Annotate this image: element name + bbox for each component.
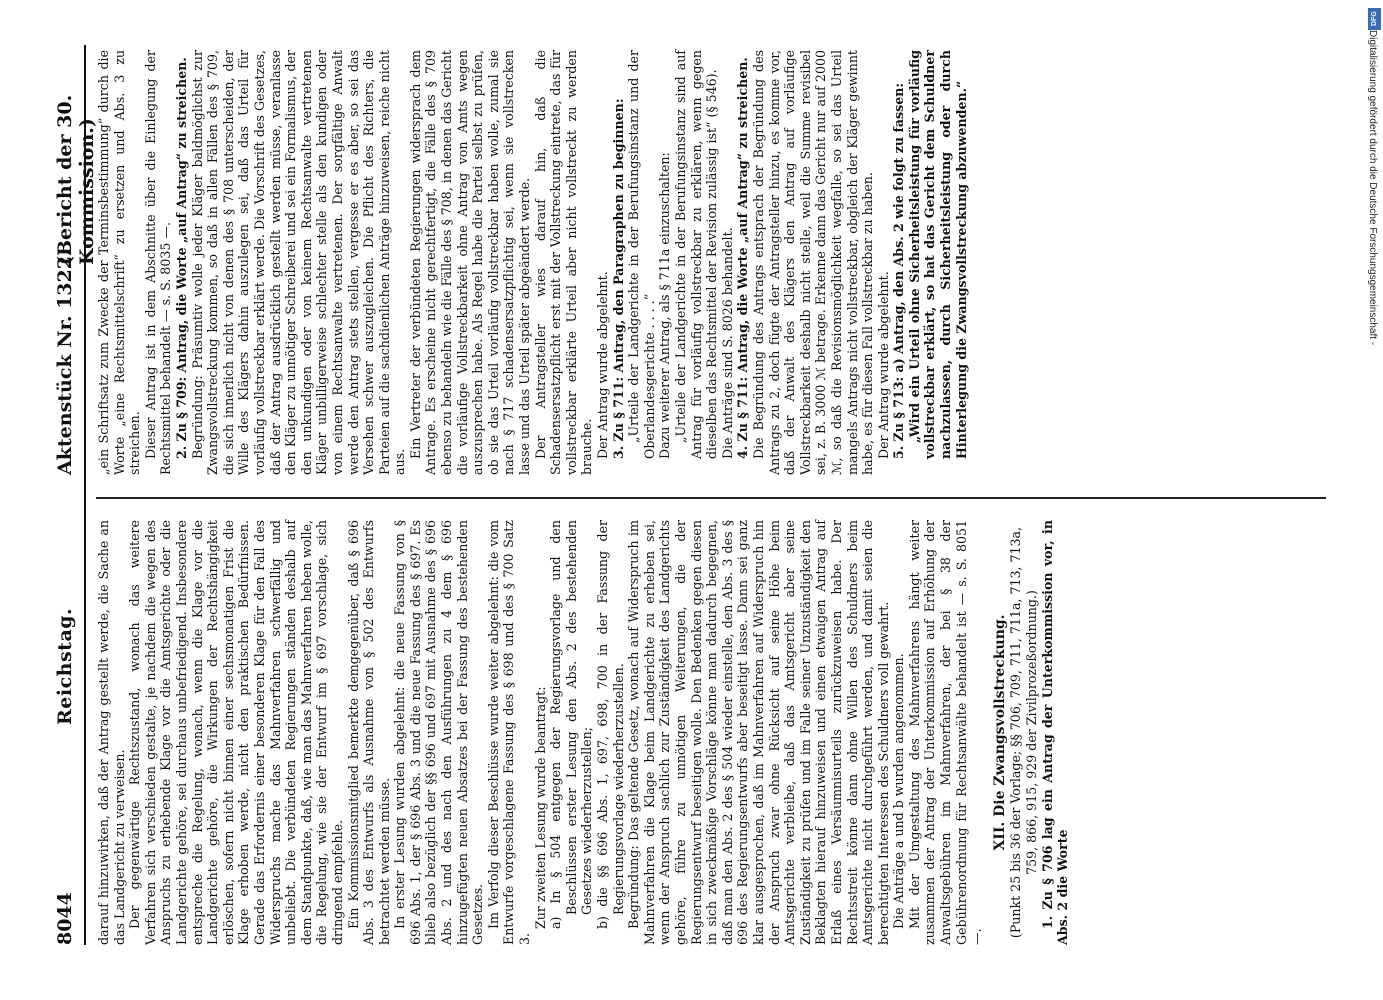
header-section: Reichstag. <box>54 607 76 725</box>
paragraph: Der Antrag wurde abgelehnt. <box>875 271 891 459</box>
left-column <box>96 520 1071 945</box>
section-subheading: (Punkt 25 bis 36 der Vorlage; §§ 706, 709, 711, 711a, 713, 713a, 759, 866, 915, 929 der Zivilprozeßordnung.) <box>1008 526 1040 939</box>
section-heading: XII. Die Zwangsvollstreckung. <box>991 614 1008 851</box>
paragraph: Die Anträge sind S. 8026 behandelt. <box>719 227 735 459</box>
paragraph: Der gegenwärtige Rechtszustand, wonach das weitere Verfahren sich verschieden gestalte, je nachdem die wegen des Anspruchs zu erhebende Klage vor die Amtsgerichte oder die Landgerichte gehöre, sei durchaus unbefriedigend. Insbesondere entspreche die Regelung, wonach, wenn die Klage vor die Landgerichte gehöre, die Wirkungen der Rechtshängigkeit erlöschen, sofern nicht binnen einer sechsmonatigen Frist die Klage erhoben werde, nicht den praktischen Bedürfnissen. Gerade das Erfordernis einer besonderen Klage für den Fall des Widerspruchs mache das Mahnverfahren schwerfällig und unbeliebt. Die verbündeten Regierungen ständen deshalb auf dem Standpunkte, daß, wie man das Mahnverfahren heben wolle, die Regelung, wie sie der Entwurf im § 697 vorschlage, sich dringend empfehle. <box>127 520 345 945</box>
paragraph: Begründung: Das geltende Gesetz, wonach auf Widerspruch im Mahnverfahren die Klage beim Landgerichte zu erheben sei, wenn der Anspruch sachlich zur Zuständigkeit des Landgerichts gehöre, führe zu unnötigen Weiterungen, die der Regierungsentwurf beseitigen wolle. Den Bedenken gegen diesen in sich zweckmäßige Vorschläge könne man dadurch begegnen, daß man den Abs. 2 des § 504 wieder einstelle, den Abs. 3 des § 696 des Regierungsentwurfs aber beseitigt lasse. Dann sei ganz klar ausgesprochen, daß im Mahnverfahren auf Widerspruch hin der Anspruch zwar ohne Rücksicht auf seine Höhe beim Amtsgerichte verbleibe, daß das Amtsgericht aber seine Zuständigkeit zu prüfen und im Falle seiner Unzuständigkeit den Beklagten hierauf hinzuweisen und einen etwaigen Antrag auf Erlaß eines Versäumnisurteils zurückzuweisen habe. Der Rechtsstreit könne dann ohne Willen des Schuldners beim Amtsgerichte nicht durchgeführt werden, und damit seien die berechtigten Interessen des Schuldners voll gewahrt. <box>626 520 891 945</box>
paragraph: Im Verfolg dieser Beschlüsse wurde weiter abgelehnt: die vom Entwurfe vorgeschlagene Fassung des § 698 und des § 700 Satz 3. <box>485 520 533 945</box>
paragraph: 3. Zu § 711: Antrag, den Paragraphen zu beginnen: <box>610 98 626 459</box>
paragraph: In erster Lesung wurden abgelehnt: die neue Fassung von § 696 Abs. 1, der § 696 Abs. 3 und die neue Fassung des § 697. Es blieb also bezüglich der §§ 696 und 697 mit Ausnahme des § 696 Abs. 2 und des nach den Ausführungen zu 4 dem § 696 hinzugefügten neuen Absatzes bei der Fassung des bestehenden Gesetzes. <box>392 520 486 945</box>
paragraph: Mit der Umgestaltung des Mahnverfahrens hängt weiter zusammen der Antrag der Unterkommission auf Erhöhung der Anwaltsgebühren im Mahnverfahren, der bei § 38 der Gebührenordnung für Rechtsanwälte behandelt ist — s. S. 8051 —. <box>906 520 985 945</box>
column-divider <box>96 498 1326 500</box>
paragraph: Dieser Antrag ist in dem Abschnitte über die Einlegung der Rechtsmittel behandelt — s. S. 8035 —. <box>142 50 174 475</box>
page-header <box>50 45 98 945</box>
paragraph: 5. Zu § 713: a) Antrag, den Abs. 2 wie folgt zu fassen: <box>891 82 907 459</box>
digitization-note <box>1366 30 1380 990</box>
rotated-page <box>50 45 1340 945</box>
paragraph: Begründung: Präsumtiv wolle jeder Kläger baldmöglichst zur Zwangsvollstreckung kommen, so daß in allen Fällen des § 709, die sich innerlich nicht von denen des § 708 unterscheiden, der Wille des Klägers dahin auszulegen sei, daß das Urteil für vorläufig vollstreckbar erklärt werde. Die Vorschrift des Gesetzes, daß der Antrag ausdrücklich gestellt werden müsse, veranlasse den Kläger zu unnötiger Schreiberei und sei ein Formalismus, der den unkundigen oder von keinem Rechtsanwalte vertretenen Kläger unbilligerweise schlechter stelle als den kundigen oder von einem Rechtsanwalte vertretenen. Der sorgfältige Anwalt werde den Antrag stets stellen, vergesse er es aber, so sei das Versehen schwer auszugleichen. Die Pflicht des Richters, die Parteien auf die sachdienlichen Anträge hinzuweisen, reiche nicht aus. <box>189 50 408 475</box>
paragraph: Der Antragsteller wies darauf hin, daß die Schadensersatzpflicht erst mit der Vollstreckung eintrete, das für vollstreckbar erklärte Urteil aber nicht vollstreckt zu werden brauche. <box>532 50 595 475</box>
quote: „Urteile der Landgerichte in der Berufungsinstanz sind auf Antrag für vorläufig vollstreckbar zu erklären, wenn gegen dieselben das Rechtsmittel der Revision zulässig ist“ (§ 546). <box>672 50 720 459</box>
list-item: a) In § 504 entgegen der Regierungsvorlage und den Beschlüssen erster Lesung den Abs. 2 des bestehenden Gesetzes wiederherzustellen; <box>548 520 595 929</box>
paragraph: „ein Schriftsatz zum Zwecke der Terminsbestimmung“ durch die Worte „eine Rechtsmittelschrift“ zu ersetzen und Abs. 3 zu streichen. <box>96 50 143 475</box>
paragraph: 2. Zu § 709: Antrag, die Worte „auf Antrag“ zu streichen. <box>173 57 189 459</box>
paragraph: 4. Zu § 711: Antrag, die Worte „auf Antrag“ zu streichen. <box>735 57 751 459</box>
paragraph: 1. Zu § 706 lag ein Antrag der Unterkommission vor, in Abs. 2 die Worte <box>1039 520 1071 945</box>
right-column <box>96 50 969 475</box>
paragraph: Zur zweiten Lesung wurde beantragt: <box>532 686 548 929</box>
paragraph: Der Antrag wurde abgelehnt. <box>595 271 610 459</box>
paragraph: Die Anträge a und b wurden angenommen. <box>891 653 907 929</box>
digitization-note-text: Digitalisierung gefördert durch die Deutsche Forschungsgemeinschaft - <box>1367 30 1378 346</box>
quote: „Urteile der Landgerichte in der Berufungsinstanz und der Oberlandesgerichte . . . .“ <box>626 50 657 459</box>
dfg-logo: DFG <box>1368 8 1381 30</box>
header-aktenstueck: Aktenstück Nr. 1322. <box>54 249 76 475</box>
page-number: 8044 <box>54 892 76 945</box>
paragraph: Ein Kommissionsmitglied bemerkte demgegenüber, daß § 696 Abs. 3 des Entwurfs als Ausnahme von § 502 des Entwurfs betrachtet werden müsse. <box>345 520 392 945</box>
paragraph: Ein Vertreter der verbündeten Regierungen widersprach dem Antrage. Es erscheine nicht gerechtfertigt, die Fälle des § 709 ebenso zu behandeln wie die Fälle des § 708, in denen das Gericht die vorläufige Vollstreckbarkeit ohne Antrag von Amts wegen auszusprechen habe. Als Regel habe die Partei selbst zu prüfen, ob sie das Urteil vorläufig vollstreckbar haben wolle, zumal sie nach § 717 schadensersatzpflichtig sei, wenn sie vollstrecken lasse und das Urteil später abgeändert werde. <box>407 50 533 475</box>
paragraph: darauf hinzuwirken, daß der Antrag gestellt werde, die Sache an das Landgericht zu verweisen. <box>96 520 127 945</box>
quote: „Wird ein Urteil ohne Sicherheitsleistung für vorläufig vollstreckbar erklärt, so hat das Gericht dem Schuldner nachzulassen, durch Sicherheitsleistung oder durch Hinterlegung die Zwangsvollstreckung abzuwenden.“ <box>906 50 969 459</box>
paragraph: Die Begründung des Antrags entsprach der Begründung des Antrags zu 2, doch fügte der Antragsteller hinzu, es komme vor, daß der Anwalt des Klägers den Antrag auf vorläufige Vollstreckbarkeit deshalb nicht stelle, weil die Summe revisibel sei, z. B. 3000 ℳ betrage. Erkenne dann das Gericht nur auf 2000 ℳ, so daß die Revisionsmöglichkeit wegfalle, so sei das Urteil mangels Antrags nicht vollstreckbar, obgleich der Kläger gewinnt habe, es für diesen Fall vollstreckbar zu haben. <box>750 50 876 475</box>
paragraph: Dazu weiterer Antrag, als § 711a einzuschalten: <box>657 152 673 459</box>
list-item: b) die §§ 696 Abs. 1, 697, 698, 700 in der Fassung der Regierungsvorlage wiederherzustellen. <box>595 520 626 929</box>
header-bericht: (Bericht der 30. Kommission.) <box>54 94 98 265</box>
